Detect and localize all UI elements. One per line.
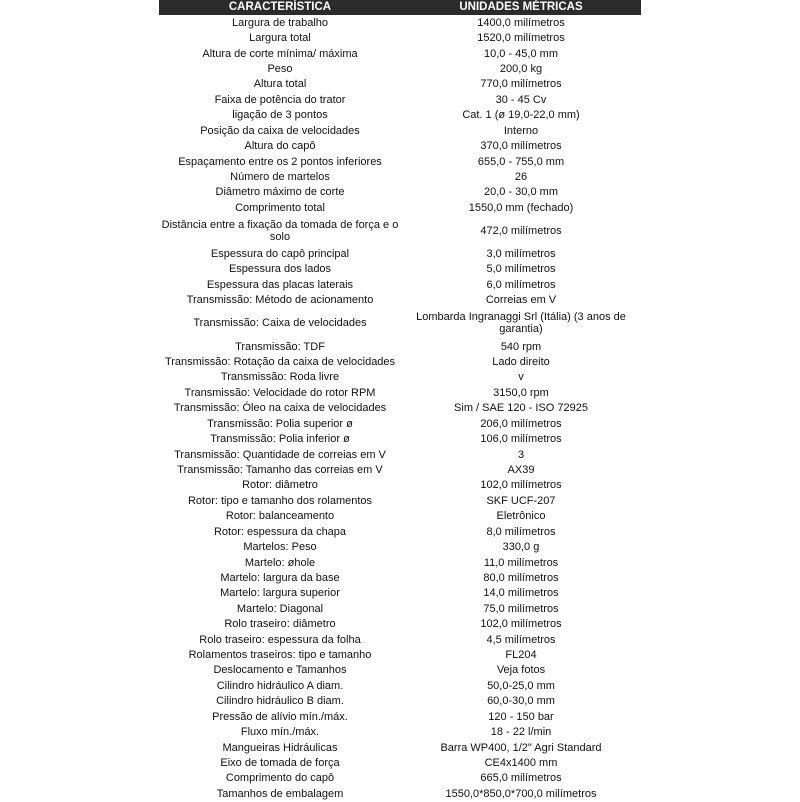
table-row [159, 339, 641, 354]
table-row [159, 647, 641, 662]
row-value: 1550,0 mm (fechado) [468, 201, 574, 214]
table-row [159, 539, 641, 554]
row-value: FL204 [505, 649, 537, 662]
row-value: Eletrônico [496, 510, 546, 523]
table-header [159, 0, 641, 15]
table-row [159, 61, 641, 76]
table-row [159, 200, 641, 215]
row-label: Comprimento total [235, 201, 325, 214]
row-label: Espessura do capô principal [210, 248, 350, 261]
row-label: Altura do capô [244, 140, 316, 153]
table-row [159, 740, 641, 755]
row-value: v [518, 371, 524, 384]
row-label: Transmissão: Velocidade do rotor RPM [184, 386, 376, 399]
row-label: Rotor: diâmetro [242, 479, 318, 492]
row-value: Correias em V [485, 294, 557, 307]
row-label: Deslocamento e Tamanhos [213, 664, 347, 677]
row-value: 20,0 - 30,0 mm [484, 186, 558, 199]
row-value: 102,0 milímetros [480, 618, 562, 631]
table-row [159, 15, 641, 30]
table-row [159, 30, 641, 45]
table-row [159, 786, 641, 801]
table-row [159, 570, 641, 585]
header-characteristic: CARACTERÍSTICA [159, 0, 401, 15]
table-row [159, 108, 641, 123]
row-label: Martelos: Peso [243, 541, 317, 554]
row-value: 655,0 - 755,0 mm [477, 155, 565, 168]
row-value: Veja fotos [496, 664, 546, 677]
table-row [159, 447, 641, 462]
row-label: Espaçamento entre os 2 pontos inferiores [178, 155, 382, 168]
row-value: 665,0 milímetros [480, 772, 562, 785]
row-label: Posição da caixa de velocidades [200, 124, 360, 137]
row-value: Lado direito [492, 356, 550, 369]
row-label: Transmissão: TDF [235, 340, 325, 353]
row-label: Transmissão: Caixa de velocidades [193, 317, 367, 330]
row-label: Rolo traseiro: espessura da folha [199, 633, 361, 646]
row-value: 1520,0 milímetros [477, 32, 565, 45]
table-row [159, 308, 641, 339]
row-label: Tamanhos de embalagem [216, 787, 344, 800]
row-value: 6,0 milímetros [486, 278, 556, 291]
row-value: 3150,0 rpm [493, 386, 549, 399]
row-label: Espessura dos lados [228, 263, 332, 276]
row-label: Martelo: largura da base [220, 571, 340, 584]
row-value: 8,0 milímetros [486, 525, 556, 538]
row-label: Transmissão: Roda livre [220, 371, 340, 384]
table-row [159, 123, 641, 138]
row-value: 472,0 milímetros [480, 224, 562, 237]
table-row [159, 678, 641, 693]
row-value: 770,0 milímetros [480, 78, 562, 91]
row-value: 60,0-30,0 mm [487, 695, 555, 708]
row-label: Fluxo mín./máx. [240, 726, 320, 739]
row-label: Rolo traseiro: diâmetro [224, 618, 336, 631]
table-row [159, 262, 641, 277]
row-value: 200,0 kg [499, 62, 543, 75]
table-row [159, 370, 641, 385]
table-row [159, 46, 641, 61]
table-row [159, 401, 641, 416]
row-value: 18 - 22 l/min [490, 726, 552, 739]
row-value: 120 - 150 bar [488, 710, 554, 723]
row-value: 1400,0 milímetros [477, 16, 565, 29]
table-row [159, 416, 641, 431]
row-value: Barra WP400, 1/2" Agri Standard [440, 741, 602, 754]
row-label: Transmissão: Rotação da caixa de velocidades [164, 356, 396, 369]
row-label: Cilindro hidráulico A diam. [216, 679, 344, 692]
table-row [159, 709, 641, 724]
table-row [159, 77, 641, 92]
header-row [159, 0, 641, 15]
row-label: Diâmetro máximo de corte [215, 186, 345, 199]
table-row [159, 215, 641, 246]
row-value: 1550,0*850,0*700,0 milímetros [445, 787, 597, 800]
table-row [159, 586, 641, 601]
row-label: Martelo: øhole [244, 556, 316, 569]
row-value: 540 rpm [500, 340, 542, 353]
row-value: 5,0 milímetros [486, 263, 556, 276]
table-row [159, 524, 641, 539]
table-row [159, 555, 641, 570]
table-row [159, 169, 641, 184]
row-value: 10,0 - 45,0 mm [484, 47, 558, 60]
table-row [159, 246, 641, 261]
row-value: 75,0 milímetros [483, 602, 559, 615]
row-value: 11,0 milímetros [483, 556, 559, 569]
table-row [159, 694, 641, 709]
row-label: Transmissão: Método de acionamento [186, 294, 374, 307]
row-label: Espessura das placas laterais [206, 278, 354, 291]
table-body [159, 15, 641, 802]
row-label: ligação de 3 pontos [232, 109, 328, 122]
row-value: AX39 [507, 463, 535, 476]
row-label: Transmissão: Quantidade de correias em V [174, 448, 386, 461]
table-row [159, 771, 641, 786]
row-label: Rotor: espessura da chapa [213, 525, 347, 538]
row-value: SKF UCF-207 [486, 494, 556, 507]
row-label: Transmissão: Polia superior ø [207, 417, 353, 430]
table-row [159, 601, 641, 616]
row-label: Rotor: balanceamento [225, 510, 335, 523]
row-value: 330,0 g [502, 541, 540, 554]
row-value: CE4x1400 mm [484, 756, 558, 769]
row-label: Cilindro hidráulico B diam. [216, 695, 344, 708]
table-row [159, 493, 641, 508]
row-label: Distância entre a fixação da tomada de força e o solo [161, 218, 399, 243]
row-label: Rotor: tipo e tamanho dos rolamentos [187, 494, 373, 507]
row-label: Comprimento do capô [225, 772, 335, 785]
row-label: Largura total [249, 32, 311, 45]
table-row [159, 724, 641, 739]
row-label: Largura de trabalho [231, 16, 328, 29]
table-row [159, 663, 641, 678]
row-label: Eixo de tomada de força [220, 756, 340, 769]
table-row [159, 478, 641, 493]
table-row [159, 154, 641, 169]
row-value: 106,0 milímetros [480, 433, 562, 446]
table-row [159, 462, 641, 477]
row-value: Interno [503, 124, 539, 137]
row-value: 50,0-25,0 mm [487, 679, 555, 692]
row-label: Pressão de alívio mín./máx. [212, 710, 348, 723]
row-label: Martelo: largura superior [220, 587, 340, 600]
row-value: Lombarda Ingranaggi Srl (Itália) (3 anos de garantia) [416, 311, 626, 336]
row-label: Faixa de potência do trator [214, 93, 346, 106]
table-row [159, 431, 641, 446]
row-value: Sim / SAE 120 - ISO 72925 [454, 402, 588, 415]
row-label: Transmissão: Polia inferior ø [210, 433, 350, 446]
table-row [159, 354, 641, 369]
row-value: 206,0 milímetros [480, 417, 562, 430]
table-row [159, 755, 641, 770]
row-label: Transmissão: Óleo na caixa de velocidades [173, 402, 387, 415]
table-row [159, 385, 641, 400]
row-value: 4,5 milímetros [486, 633, 556, 646]
row-value: Cat. 1 (ø 19,0-22,0 mm) [462, 109, 580, 122]
table-row [159, 185, 641, 200]
table-row [159, 277, 641, 292]
row-value: 3 [517, 448, 525, 461]
row-value: 30 - 45 Cv [495, 93, 547, 106]
row-value: 26 [514, 170, 528, 183]
table-row [159, 509, 641, 524]
row-value: 102,0 milímetros [480, 479, 562, 492]
row-value: 80,0 milímetros [483, 571, 559, 584]
table-row [159, 632, 641, 647]
row-value: 14,0 milímetros [483, 587, 559, 600]
row-value: 3,0 milímetros [486, 248, 556, 261]
row-label: Martelo: Diagonal [236, 602, 324, 615]
row-label: Peso [267, 62, 293, 75]
specifications-table [159, 0, 641, 802]
table-row [159, 616, 641, 631]
row-label: Rolamentos traseiros: tipo e tamanho [188, 649, 372, 662]
table-row [159, 293, 641, 308]
header-metric-units: UNIDADES MÉTRICAS [401, 0, 641, 15]
table-row [159, 138, 641, 153]
row-label: Transmissão: Tamanho das correias em V [177, 463, 383, 476]
row-label: Altura total [253, 78, 307, 91]
row-value: 370,0 milímetros [480, 140, 562, 153]
row-label: Número de martelos [230, 170, 330, 183]
row-label: Altura de corte mínima/ máxima [202, 47, 358, 60]
table-row [159, 92, 641, 107]
row-label: Mangueiras Hidráulicas [222, 741, 338, 754]
